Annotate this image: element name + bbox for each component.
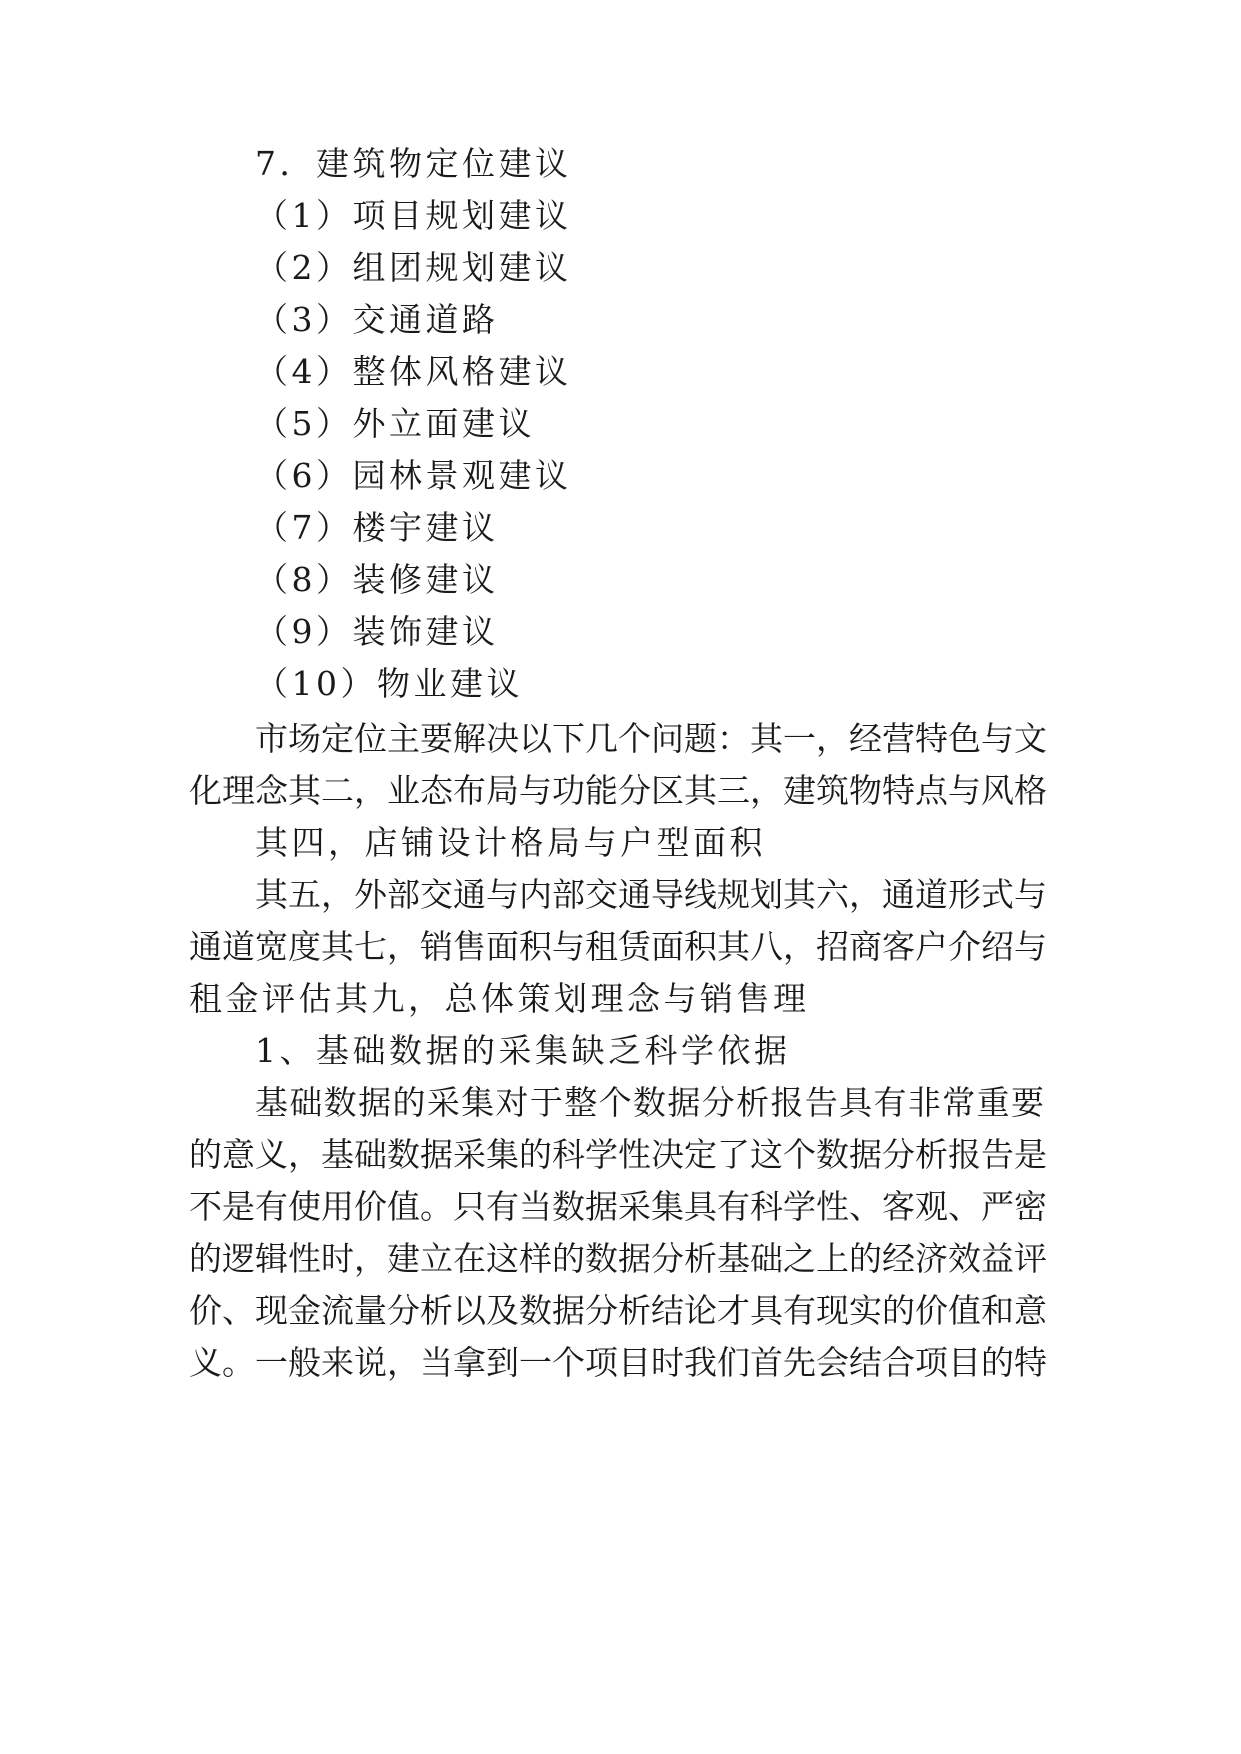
data-section-heading: 1、基础数据的采集缺乏科学依据 (255, 1031, 791, 1070)
list-item: （8）装修建议 (255, 560, 499, 599)
body-paragraph-line: 的意义，基础数据采集的科学性决定了这个数据分析报告是 (189, 1135, 1047, 1174)
list-item: （9）装饰建议 (255, 612, 499, 651)
market-paragraph-line: 其五，外部交通与内部交通导线规划其六，通道形式与 (255, 875, 1047, 914)
list-item: （1）项目规划建议 (255, 196, 572, 235)
list-item: （5）外立面建议 (255, 404, 535, 443)
list-item: （7）楼宇建议 (255, 508, 499, 547)
market-paragraph-line: 化理念其二，业态布局与功能分区其三，建筑物特点与风格 (189, 771, 1047, 810)
list-item: （2）组团规划建议 (255, 248, 572, 287)
list-item: （4）整体风格建议 (255, 352, 572, 391)
list-item: （6）园林景观建议 (255, 456, 572, 495)
body-paragraph-line: 基础数据的采集对于整个数据分析报告具有非常重要 (255, 1083, 1044, 1122)
market-paragraph-line: 市场定位主要解决以下几个问题：其一，经营特色与文 (255, 719, 1047, 758)
body-paragraph-line: 价、现金流量分析以及数据分析结论才具有现实的价值和意 (189, 1291, 1047, 1330)
market-paragraph-line: 通道宽度其七，销售面积与租赁面积其八，招商客户介绍与 (189, 927, 1047, 966)
body-paragraph-line: 不是有使用价值。只有当数据采集具有科学性、客观、严密 (189, 1187, 1047, 1226)
market-paragraph-line: 租金评估其九，总体策划理念与销售理 (189, 979, 810, 1018)
section-heading: 7．建筑物定位建议 (255, 144, 572, 183)
market-paragraph-line: 其四，店铺设计格局与户型面积 (255, 823, 766, 862)
body-paragraph-line: 义。一般来说，当拿到一个项目时我们首先会结合项目的特 (189, 1343, 1047, 1382)
body-paragraph-line: 的逻辑性时，建立在这样的数据分析基础之上的经济效益评 (189, 1239, 1047, 1278)
list-item: （3）交通道路 (255, 300, 499, 339)
list-item: （10）物业建议 (255, 664, 523, 703)
